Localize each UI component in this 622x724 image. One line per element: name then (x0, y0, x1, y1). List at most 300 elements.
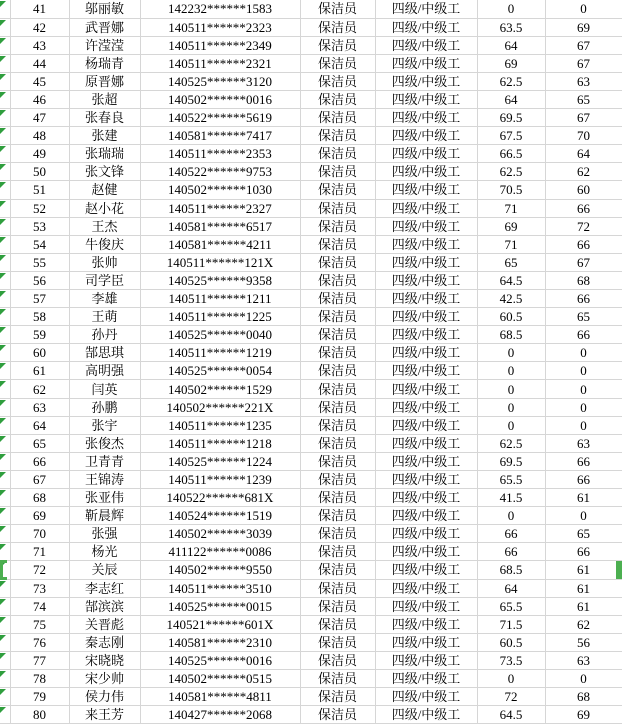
cell-name[interactable]: 李志红 (69, 579, 140, 597)
cell-rownum[interactable]: 61 (10, 362, 69, 380)
cell-score2[interactable]: 61 (545, 489, 622, 507)
cell-rownum[interactable]: 60 (10, 344, 69, 362)
cell-level[interactable]: 四级/中级工 (375, 470, 477, 488)
cell-score1[interactable]: 64 (477, 90, 545, 108)
cell-level[interactable]: 四级/中级工 (375, 398, 477, 416)
cell-score1[interactable]: 67.5 (477, 127, 545, 145)
cell-level[interactable]: 四级/中级工 (375, 688, 477, 706)
cell-name[interactable]: 李雄 (69, 290, 140, 308)
cell-job[interactable]: 保洁员 (300, 54, 375, 72)
cell-level[interactable]: 四级/中级工 (375, 579, 477, 597)
cell-score2[interactable]: 69 (545, 706, 622, 724)
cell-name[interactable]: 关辰 (69, 561, 140, 579)
cell-job[interactable]: 保洁员 (300, 290, 375, 308)
cell-indicator[interactable] (0, 362, 10, 380)
cell-score1[interactable]: 65.5 (477, 470, 545, 488)
cell-job[interactable]: 保洁员 (300, 669, 375, 687)
cell-name[interactable]: 卫青青 (69, 452, 140, 470)
cell-name[interactable]: 邬丽敏 (69, 0, 140, 18)
cell-job[interactable]: 保洁员 (300, 688, 375, 706)
cell-name[interactable]: 赵小花 (69, 199, 140, 217)
cell-level[interactable]: 四级/中级工 (375, 54, 477, 72)
cell-level[interactable]: 四级/中级工 (375, 72, 477, 90)
cell-score2[interactable]: 61 (545, 597, 622, 615)
cell-score2[interactable]: 0 (545, 0, 622, 18)
cell-job[interactable]: 保洁员 (300, 561, 375, 579)
cell-rownum[interactable]: 76 (10, 633, 69, 651)
cell-job[interactable]: 保洁员 (300, 181, 375, 199)
cell-indicator[interactable] (0, 416, 10, 434)
cell-rownum[interactable]: 57 (10, 290, 69, 308)
cell-id[interactable]: 140525******0016 (140, 651, 300, 669)
cell-id[interactable]: 140511******1225 (140, 308, 300, 326)
cell-score2[interactable]: 62 (545, 163, 622, 181)
cell-score1[interactable]: 42.5 (477, 290, 545, 308)
cell-level[interactable]: 四级/中级工 (375, 561, 477, 579)
cell-rownum[interactable]: 42 (10, 18, 69, 36)
cell-rownum[interactable]: 68 (10, 489, 69, 507)
cell-name[interactable]: 高明强 (69, 362, 140, 380)
cell-rownum[interactable]: 70 (10, 525, 69, 543)
cell-level[interactable]: 四级/中级工 (375, 615, 477, 633)
cell-id[interactable]: 140581******6517 (140, 217, 300, 235)
cell-job[interactable]: 保洁员 (300, 651, 375, 669)
cell-score2[interactable]: 67 (545, 253, 622, 271)
cell-name[interactable]: 牛俊庆 (69, 235, 140, 253)
cell-job[interactable]: 保洁员 (300, 344, 375, 362)
cell-id[interactable]: 140522******681X (140, 489, 300, 507)
cell-id[interactable]: 140581******4211 (140, 235, 300, 253)
cell-score1[interactable]: 41.5 (477, 489, 545, 507)
cell-indicator[interactable] (0, 271, 10, 289)
cell-level[interactable]: 四级/中级工 (375, 127, 477, 145)
cell-name[interactable]: 孙鹏 (69, 398, 140, 416)
cell-score2[interactable]: 66 (545, 290, 622, 308)
cell-id[interactable]: 140522******9753 (140, 163, 300, 181)
cell-id[interactable]: 140511******121X (140, 253, 300, 271)
cell-score2[interactable]: 66 (545, 543, 622, 561)
cell-rownum[interactable]: 59 (10, 326, 69, 344)
cell-job[interactable]: 保洁员 (300, 470, 375, 488)
cell-id[interactable]: 140525******0040 (140, 326, 300, 344)
cell-id[interactable]: 140511******3510 (140, 579, 300, 597)
cell-level[interactable]: 四级/中级工 (375, 452, 477, 470)
cell-rownum[interactable]: 58 (10, 308, 69, 326)
cell-score2[interactable]: 66 (545, 235, 622, 253)
cell-score1[interactable]: 69.5 (477, 452, 545, 470)
cell-rownum[interactable]: 78 (10, 669, 69, 687)
cell-score1[interactable]: 0 (477, 362, 545, 380)
cell-id[interactable]: 140511******2353 (140, 145, 300, 163)
cell-indicator[interactable] (0, 326, 10, 344)
cell-score1[interactable]: 62.5 (477, 434, 545, 452)
cell-rownum[interactable]: 67 (10, 470, 69, 488)
cell-score2[interactable]: 65 (545, 525, 622, 543)
cell-score1[interactable]: 66.5 (477, 145, 545, 163)
cell-id[interactable]: 140502******0016 (140, 90, 300, 108)
cell-rownum[interactable]: 74 (10, 597, 69, 615)
cell-name[interactable]: 杨光 (69, 543, 140, 561)
cell-name[interactable]: 杨瑞青 (69, 54, 140, 72)
cell-id[interactable]: 140511******1211 (140, 290, 300, 308)
cell-indicator[interactable] (0, 489, 10, 507)
cell-name[interactable]: 张瑞瑞 (69, 145, 140, 163)
cell-score1[interactable]: 69 (477, 54, 545, 72)
cell-score2[interactable]: 67 (545, 36, 622, 54)
cell-score2[interactable]: 60 (545, 181, 622, 199)
cell-level[interactable]: 四级/中级工 (375, 706, 477, 724)
cell-score2[interactable]: 56 (545, 633, 622, 651)
cell-name[interactable]: 张文锋 (69, 163, 140, 181)
cell-indicator[interactable] (0, 470, 10, 488)
cell-score2[interactable]: 66 (545, 470, 622, 488)
cell-job[interactable]: 保洁员 (300, 308, 375, 326)
cell-level[interactable]: 四级/中级工 (375, 109, 477, 127)
cell-indicator[interactable] (0, 253, 10, 271)
cell-name[interactable]: 张宇 (69, 416, 140, 434)
cell-score1[interactable]: 64.5 (477, 706, 545, 724)
cell-id[interactable]: 140521******601X (140, 615, 300, 633)
cell-rownum[interactable]: 54 (10, 235, 69, 253)
cell-name[interactable]: 张亚伟 (69, 489, 140, 507)
cell-level[interactable]: 四级/中级工 (375, 90, 477, 108)
cell-job[interactable]: 保洁员 (300, 434, 375, 452)
cell-indicator[interactable] (0, 308, 10, 326)
cell-score1[interactable]: 62.5 (477, 72, 545, 90)
cell-job[interactable]: 保洁员 (300, 579, 375, 597)
cell-name[interactable]: 张超 (69, 90, 140, 108)
cell-indicator[interactable] (0, 18, 10, 36)
cell-rownum[interactable]: 77 (10, 651, 69, 669)
cell-job[interactable]: 保洁员 (300, 271, 375, 289)
cell-job[interactable]: 保洁员 (300, 525, 375, 543)
cell-job[interactable]: 保洁员 (300, 217, 375, 235)
cell-id[interactable]: 140522******5619 (140, 109, 300, 127)
cell-rownum[interactable]: 50 (10, 163, 69, 181)
cell-id[interactable]: 140511******2323 (140, 18, 300, 36)
cell-score2[interactable]: 61 (545, 561, 622, 579)
cell-rownum[interactable]: 65 (10, 434, 69, 452)
cell-name[interactable]: 司学臣 (69, 271, 140, 289)
cell-score1[interactable]: 66 (477, 543, 545, 561)
cell-level[interactable]: 四级/中级工 (375, 199, 477, 217)
cell-level[interactable]: 四级/中级工 (375, 308, 477, 326)
cell-name[interactable]: 原晋娜 (69, 72, 140, 90)
cell-name[interactable]: 张建 (69, 127, 140, 145)
cell-rownum[interactable]: 75 (10, 615, 69, 633)
cell-rownum[interactable]: 41 (10, 0, 69, 18)
cell-score2[interactable]: 72 (545, 217, 622, 235)
cell-id[interactable]: 140525******1224 (140, 452, 300, 470)
cell-score2[interactable]: 61 (545, 579, 622, 597)
cell-id[interactable]: 140525******0054 (140, 362, 300, 380)
cell-indicator[interactable] (0, 688, 10, 706)
cell-indicator[interactable] (0, 543, 10, 561)
cell-level[interactable]: 四级/中级工 (375, 18, 477, 36)
cell-name[interactable]: 张春良 (69, 109, 140, 127)
cell-score1[interactable]: 64 (477, 579, 545, 597)
cell-id[interactable]: 140502******3039 (140, 525, 300, 543)
cell-job[interactable]: 保洁员 (300, 597, 375, 615)
cell-score1[interactable]: 68.5 (477, 561, 545, 579)
cell-score1[interactable]: 0 (477, 398, 545, 416)
cell-level[interactable]: 四级/中级工 (375, 434, 477, 452)
cell-job[interactable]: 保洁员 (300, 18, 375, 36)
cell-indicator[interactable] (0, 0, 10, 18)
cell-job[interactable]: 保洁员 (300, 163, 375, 181)
cell-rownum[interactable]: 66 (10, 452, 69, 470)
cell-level[interactable]: 四级/中级工 (375, 271, 477, 289)
cell-score1[interactable]: 69 (477, 217, 545, 235)
cell-job[interactable]: 保洁员 (300, 362, 375, 380)
cell-name[interactable]: 来王芳 (69, 706, 140, 724)
cell-indicator[interactable] (0, 597, 10, 615)
cell-id[interactable]: 140524******1519 (140, 507, 300, 525)
cell-level[interactable]: 四级/中级工 (375, 253, 477, 271)
cell-id[interactable]: 140511******1218 (140, 434, 300, 452)
cell-indicator[interactable] (0, 434, 10, 452)
cell-name[interactable]: 宋少帅 (69, 669, 140, 687)
cell-rownum[interactable]: 55 (10, 253, 69, 271)
cell-indicator[interactable] (0, 90, 10, 108)
cell-job[interactable]: 保洁员 (300, 72, 375, 90)
cell-score1[interactable]: 0 (477, 416, 545, 434)
cell-id[interactable]: 140502******1030 (140, 181, 300, 199)
cell-id[interactable]: 140502******221X (140, 398, 300, 416)
cell-rownum[interactable]: 52 (10, 199, 69, 217)
cell-id[interactable]: 140502******0515 (140, 669, 300, 687)
cell-job[interactable]: 保洁员 (300, 36, 375, 54)
cell-id[interactable]: 140511******2327 (140, 199, 300, 217)
cell-indicator[interactable] (0, 163, 10, 181)
cell-score1[interactable]: 0 (477, 0, 545, 18)
cell-job[interactable]: 保洁员 (300, 145, 375, 163)
cell-name[interactable]: 侯力伟 (69, 688, 140, 706)
cell-score1[interactable]: 70.5 (477, 181, 545, 199)
cell-name[interactable]: 赵健 (69, 181, 140, 199)
cell-indicator[interactable] (0, 72, 10, 90)
cell-rownum[interactable]: 45 (10, 72, 69, 90)
cell-score2[interactable]: 63 (545, 434, 622, 452)
cell-rownum[interactable]: 72 (10, 561, 69, 579)
cell-rownum[interactable]: 71 (10, 543, 69, 561)
cell-name[interactable]: 王萌 (69, 308, 140, 326)
cell-name[interactable]: 郜滨滨 (69, 597, 140, 615)
cell-indicator[interactable] (0, 380, 10, 398)
cell-name[interactable]: 关晋彪 (69, 615, 140, 633)
cell-score2[interactable]: 66 (545, 199, 622, 217)
cell-id[interactable]: 140581******4811 (140, 688, 300, 706)
cell-level[interactable]: 四级/中级工 (375, 145, 477, 163)
cell-indicator[interactable] (0, 199, 10, 217)
cell-indicator[interactable] (0, 181, 10, 199)
cell-job[interactable]: 保洁员 (300, 507, 375, 525)
cell-id[interactable]: 411122******0086 (140, 543, 300, 561)
cell-name[interactable]: 郜思琪 (69, 344, 140, 362)
cell-score2[interactable]: 63 (545, 72, 622, 90)
cell-job[interactable]: 保洁员 (300, 0, 375, 18)
cell-rownum[interactable]: 56 (10, 271, 69, 289)
cell-level[interactable]: 四级/中级工 (375, 217, 477, 235)
cell-score2[interactable]: 0 (545, 398, 622, 416)
cell-level[interactable]: 四级/中级工 (375, 651, 477, 669)
cell-score2[interactable]: 0 (545, 380, 622, 398)
cell-score2[interactable]: 0 (545, 416, 622, 434)
cell-indicator[interactable] (0, 651, 10, 669)
cell-score1[interactable]: 71.5 (477, 615, 545, 633)
cell-score1[interactable]: 65 (477, 253, 545, 271)
cell-job[interactable]: 保洁员 (300, 326, 375, 344)
cell-job[interactable]: 保洁员 (300, 452, 375, 470)
cell-id[interactable]: 140511******1239 (140, 470, 300, 488)
cell-score1[interactable]: 0 (477, 380, 545, 398)
cell-job[interactable]: 保洁员 (300, 398, 375, 416)
cell-score1[interactable]: 71 (477, 199, 545, 217)
cell-rownum[interactable]: 73 (10, 579, 69, 597)
cell-rownum[interactable]: 63 (10, 398, 69, 416)
cell-level[interactable]: 四级/中级工 (375, 290, 477, 308)
cell-id[interactable]: 142232******1583 (140, 0, 300, 18)
cell-indicator[interactable] (0, 525, 10, 543)
cell-score1[interactable]: 69.5 (477, 109, 545, 127)
cell-level[interactable]: 四级/中级工 (375, 597, 477, 615)
cell-rownum[interactable]: 64 (10, 416, 69, 434)
cell-id[interactable]: 140581******2310 (140, 633, 300, 651)
cell-score2[interactable]: 0 (545, 344, 622, 362)
cell-job[interactable]: 保洁员 (300, 615, 375, 633)
cell-score2[interactable]: 63 (545, 651, 622, 669)
cell-id[interactable]: 140427******2068 (140, 706, 300, 724)
cell-job[interactable]: 保洁员 (300, 416, 375, 434)
cell-rownum[interactable]: 51 (10, 181, 69, 199)
cell-job[interactable]: 保洁员 (300, 235, 375, 253)
cell-score1[interactable]: 65.5 (477, 597, 545, 615)
cell-rownum[interactable]: 43 (10, 36, 69, 54)
cell-score1[interactable]: 64.5 (477, 271, 545, 289)
cell-indicator[interactable] (0, 290, 10, 308)
cell-rownum[interactable]: 47 (10, 109, 69, 127)
cell-level[interactable]: 四级/中级工 (375, 380, 477, 398)
cell-score2[interactable]: 68 (545, 271, 622, 289)
cell-indicator[interactable] (0, 507, 10, 525)
cell-job[interactable]: 保洁员 (300, 199, 375, 217)
cell-id[interactable]: 140511******2321 (140, 54, 300, 72)
cell-score1[interactable]: 60.5 (477, 308, 545, 326)
cell-id[interactable]: 140502******1529 (140, 380, 300, 398)
cell-indicator[interactable] (0, 54, 10, 72)
cell-indicator[interactable] (0, 127, 10, 145)
cell-rownum[interactable]: 49 (10, 145, 69, 163)
cell-score1[interactable]: 0 (477, 669, 545, 687)
cell-rownum[interactable]: 44 (10, 54, 69, 72)
cell-id[interactable]: 140525******3120 (140, 72, 300, 90)
cell-rownum[interactable]: 48 (10, 127, 69, 145)
cell-score2[interactable]: 67 (545, 54, 622, 72)
cell-job[interactable]: 保洁员 (300, 706, 375, 724)
cell-score1[interactable]: 68.5 (477, 326, 545, 344)
cell-score2[interactable]: 62 (545, 615, 622, 633)
cell-id[interactable]: 140511******1235 (140, 416, 300, 434)
cell-level[interactable]: 四级/中级工 (375, 181, 477, 199)
cell-job[interactable]: 保洁员 (300, 489, 375, 507)
cell-level[interactable]: 四级/中级工 (375, 525, 477, 543)
cell-score1[interactable]: 0 (477, 344, 545, 362)
cell-id[interactable]: 140511******1219 (140, 344, 300, 362)
cell-job[interactable]: 保洁员 (300, 127, 375, 145)
cell-score2[interactable]: 68 (545, 688, 622, 706)
cell-job[interactable]: 保洁员 (300, 380, 375, 398)
cell-score2[interactable]: 70 (545, 127, 622, 145)
cell-score1[interactable]: 0 (477, 507, 545, 525)
cell-id[interactable]: 140581******7417 (140, 127, 300, 145)
cell-score1[interactable]: 62.5 (477, 163, 545, 181)
cell-indicator[interactable] (0, 579, 10, 597)
cell-job[interactable]: 保洁员 (300, 543, 375, 561)
cell-score2[interactable]: 65 (545, 90, 622, 108)
cell-name[interactable]: 许滢滢 (69, 36, 140, 54)
cell-name[interactable]: 宋晓晓 (69, 651, 140, 669)
cell-score1[interactable]: 71 (477, 235, 545, 253)
cell-score1[interactable]: 60.5 (477, 633, 545, 651)
cell-name[interactable]: 张强 (69, 525, 140, 543)
cell-rownum[interactable]: 46 (10, 90, 69, 108)
cell-level[interactable]: 四级/中级工 (375, 362, 477, 380)
cell-name[interactable]: 孙丹 (69, 326, 140, 344)
cell-score2[interactable]: 64 (545, 145, 622, 163)
cell-score2[interactable]: 0 (545, 669, 622, 687)
cell-level[interactable]: 四级/中级工 (375, 633, 477, 651)
cell-name[interactable]: 闫英 (69, 380, 140, 398)
cell-score2[interactable]: 66 (545, 326, 622, 344)
cell-job[interactable]: 保洁员 (300, 90, 375, 108)
cell-indicator[interactable] (0, 452, 10, 470)
cell-name[interactable]: 秦志刚 (69, 633, 140, 651)
cell-level[interactable]: 四级/中级工 (375, 36, 477, 54)
cell-level[interactable]: 四级/中级工 (375, 0, 477, 18)
cell-score2[interactable]: 67 (545, 109, 622, 127)
cell-indicator[interactable] (0, 109, 10, 127)
cell-id[interactable]: 140525******9358 (140, 271, 300, 289)
cell-score2[interactable]: 66 (545, 452, 622, 470)
cell-rownum[interactable]: 79 (10, 688, 69, 706)
cell-job[interactable]: 保洁员 (300, 633, 375, 651)
cell-id[interactable]: 140502******9550 (140, 561, 300, 579)
cell-score1[interactable]: 63.5 (477, 18, 545, 36)
cell-rownum[interactable]: 80 (10, 706, 69, 724)
cell-score2[interactable]: 0 (545, 362, 622, 380)
cell-rownum[interactable]: 62 (10, 380, 69, 398)
cell-indicator[interactable] (0, 615, 10, 633)
cell-level[interactable]: 四级/中级工 (375, 344, 477, 362)
cell-name[interactable]: 王杰 (69, 217, 140, 235)
cell-level[interactable]: 四级/中级工 (375, 507, 477, 525)
cell-name[interactable]: 张俊杰 (69, 434, 140, 452)
cell-indicator[interactable] (0, 36, 10, 54)
cell-indicator[interactable] (0, 398, 10, 416)
cell-indicator[interactable] (0, 235, 10, 253)
cell-level[interactable]: 四级/中级工 (375, 489, 477, 507)
cell-score1[interactable]: 64 (477, 36, 545, 54)
cell-score1[interactable]: 72 (477, 688, 545, 706)
cell-job[interactable]: 保洁员 (300, 253, 375, 271)
cell-indicator[interactable] (0, 706, 10, 724)
cell-indicator[interactable] (0, 633, 10, 651)
cell-score2[interactable]: 65 (545, 308, 622, 326)
cell-level[interactable]: 四级/中级工 (375, 163, 477, 181)
cell-level[interactable]: 四级/中级工 (375, 235, 477, 253)
cell-id[interactable]: 140511******2349 (140, 36, 300, 54)
cell-score1[interactable]: 66 (477, 525, 545, 543)
